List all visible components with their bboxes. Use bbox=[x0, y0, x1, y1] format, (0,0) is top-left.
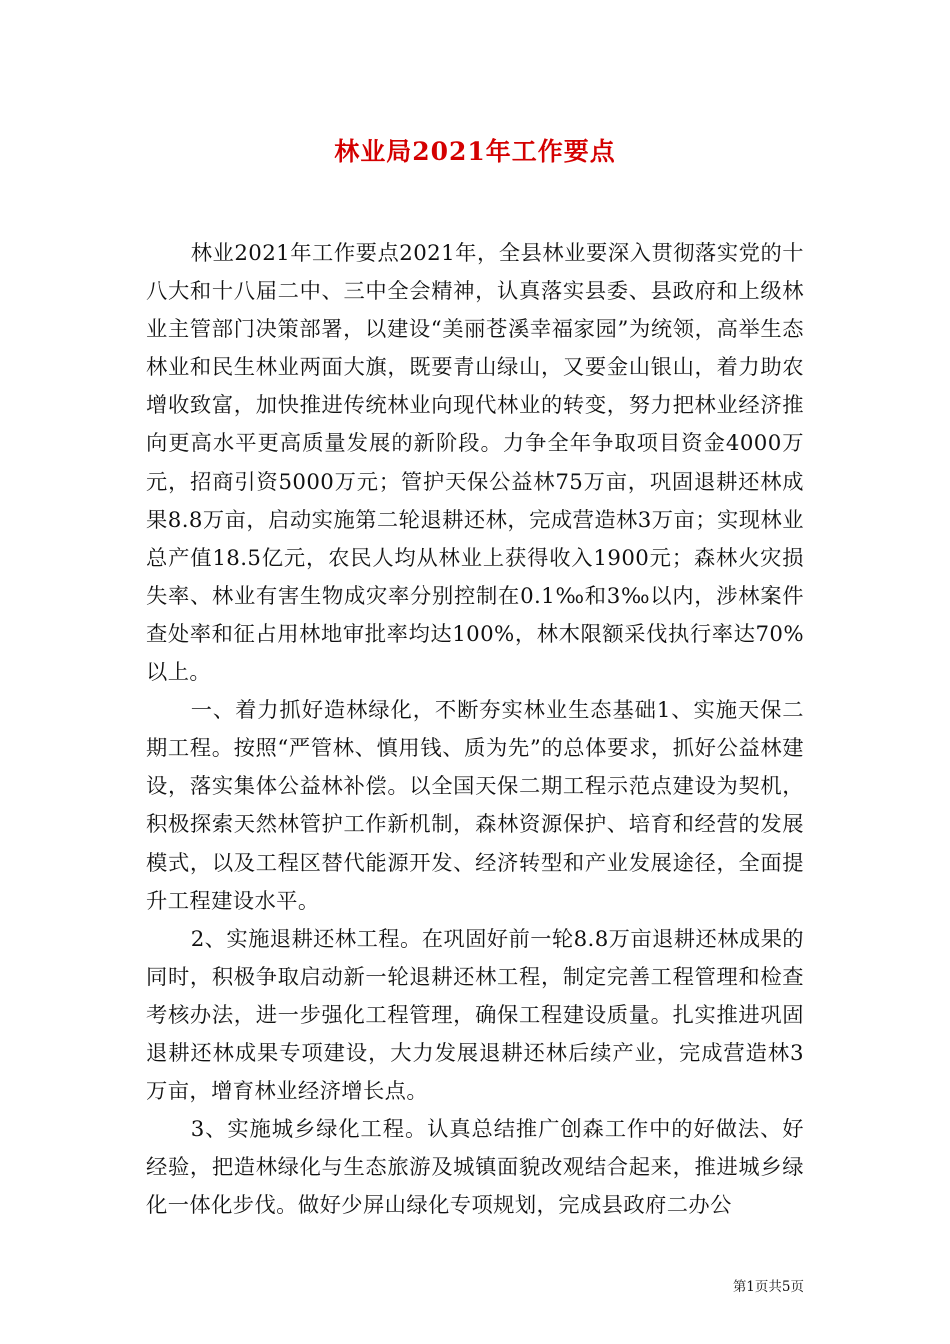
document-title: 林业局2021年工作要点 bbox=[334, 137, 616, 166]
page-number: 第1页共5页 bbox=[732, 1279, 804, 1295]
paragraph-section-1: 一、着力抓好造林绿化，不断夯实林业生态基础1、实施天保二期工程。按照“严管林、慎用钱、质为先”的总体要求，抓好公益林建设，落实集体公益林补偿。以全国天保二期工程示范点建设为契机，积极探索天然林管护工作新机制，森林资源保护、培育和经营的发展模式，以及工程区替代能源开发、经济转型和产业发展途径，全面提升工程建设水平。 bbox=[146, 698, 804, 914]
paragraph-item-2: 2、实施退耕还林工程。在巩固好前一轮8.8万亩退耕还林成果的同时，积极争取启动新一轮退耕还林工程，制定完善工程管理和检查考核办法，进一步强化工程管理，确保工程建设质量。扎实推进巩固退耕还林成果专项建设，大力发展退耕还林后续产业，完成营造林3万亩，增育林业经济增长点。 bbox=[146, 926, 804, 1105]
document-body bbox=[146, 235, 804, 1225]
paragraph-item-3: 3、实施城乡绿化工程。认真总结推广创森工作中的好做法、好经验，把造林绿化与生态旅游及城镇面貌改观结合起来，推进城乡绿化一体化步伐。做好少屏山绿化专项规划，完成县政府二办公 bbox=[146, 1117, 804, 1219]
paragraph-intro: 林业2021年工作要点2021年，全县林业要深入贯彻落实党的十八大和十八届二中、三中全会精神，认真落实县委、县政府和上级林业主管部门决策部署，以建设“美丽苍溪幸福家园”为统领，高举生态林业和民生林业两面大旗，既要青山绿山，又要金山银山，着力助农增收致富，加快推进传统林业向现代林业的转变，努力把林业经济推向更高水平更高质量发展的新阶段。力争全年争取项目资金4000万元，招商引资5000万元；管护天保公益林75万亩，巩固退耕还林成果8.8万亩，启动实施第二轮退耕还林，完成营造林3万亩；实现林业总产值18.5亿元，农民人均从林业上获得收入1900元；森林火灾损失率、林业有害生物成灾率分别控制在0.1‰和3‰以内，涉林案件查处率和征占用林地审批率均达100%，林木限额采伐执行率达70%以上。 bbox=[146, 241, 804, 686]
